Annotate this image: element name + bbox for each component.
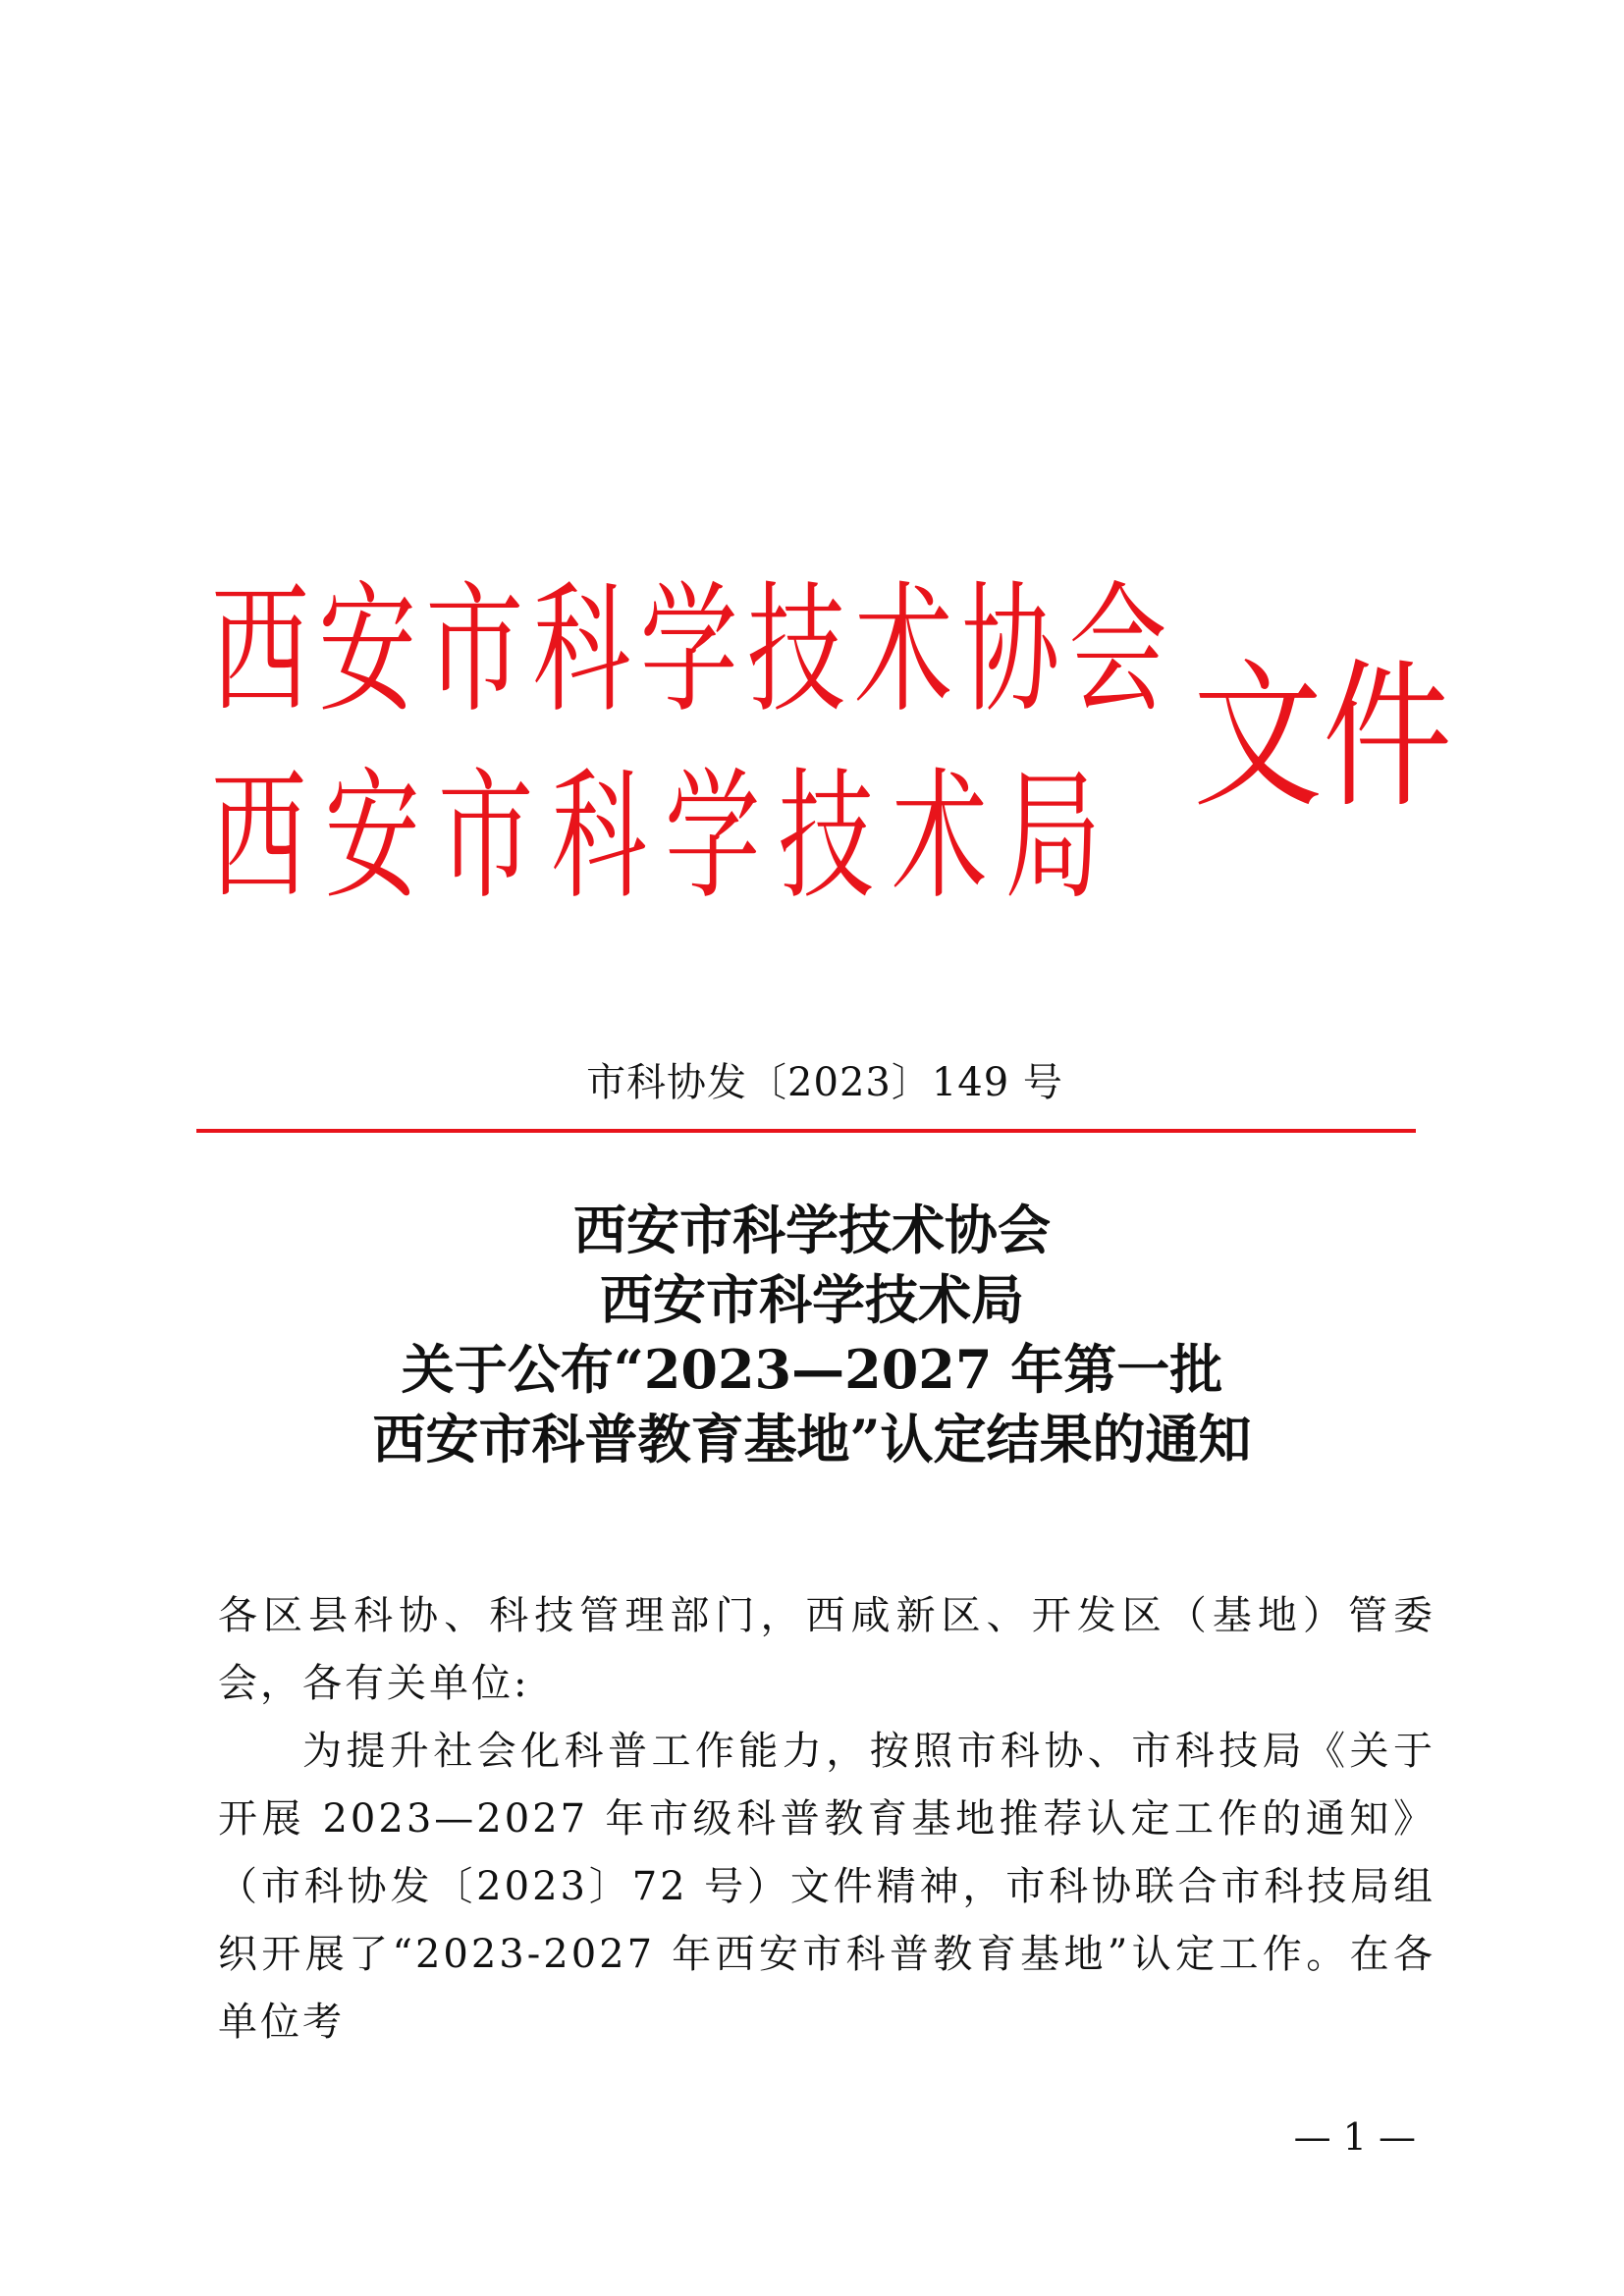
title-line-3: 关于公布“2023—2027 年第一批 [401,1338,1223,1401]
page-number: — 1 — [1293,2115,1416,2159]
masthead-suffix: 文件 [1193,645,1453,830]
document-number: 市科协发〔2023〕149 号 [586,1060,1063,1105]
title-line-4: 西安市科普教育基地”认定结果的通知 [372,1408,1252,1470]
masthead-issuer-2: 西安市科学技术局 [211,755,1119,920]
document-title [0,1196,1624,1474]
salutation: 各区县科协、科技管理部门，西咸新区、开发区（基地）管委会，各有关单位: [218,1593,1435,1706]
title-line-1: 西安市科学技术协会 [573,1199,1051,1261]
red-masthead [211,555,1453,928]
document-body [218,1582,1435,2056]
title-line-2: 西安市科学技术局 [600,1268,1024,1331]
body-paragraph-1: 为提升社会化科普工作能力，按照市科协、市科技局《关于开展 2023—2027 年市级科普教育基地推荐认定工作的通知》（市科协发〔2023〕72 号）文件精神，市科协联合市科技局组织开展了“2023-2027 年西安市科普教育基地”认定工作。在各单位考 [218,1729,1435,2045]
masthead-issuer-1: 西安市科学技术协会 [211,568,1176,733]
red-separator-line [196,1129,1416,1133]
